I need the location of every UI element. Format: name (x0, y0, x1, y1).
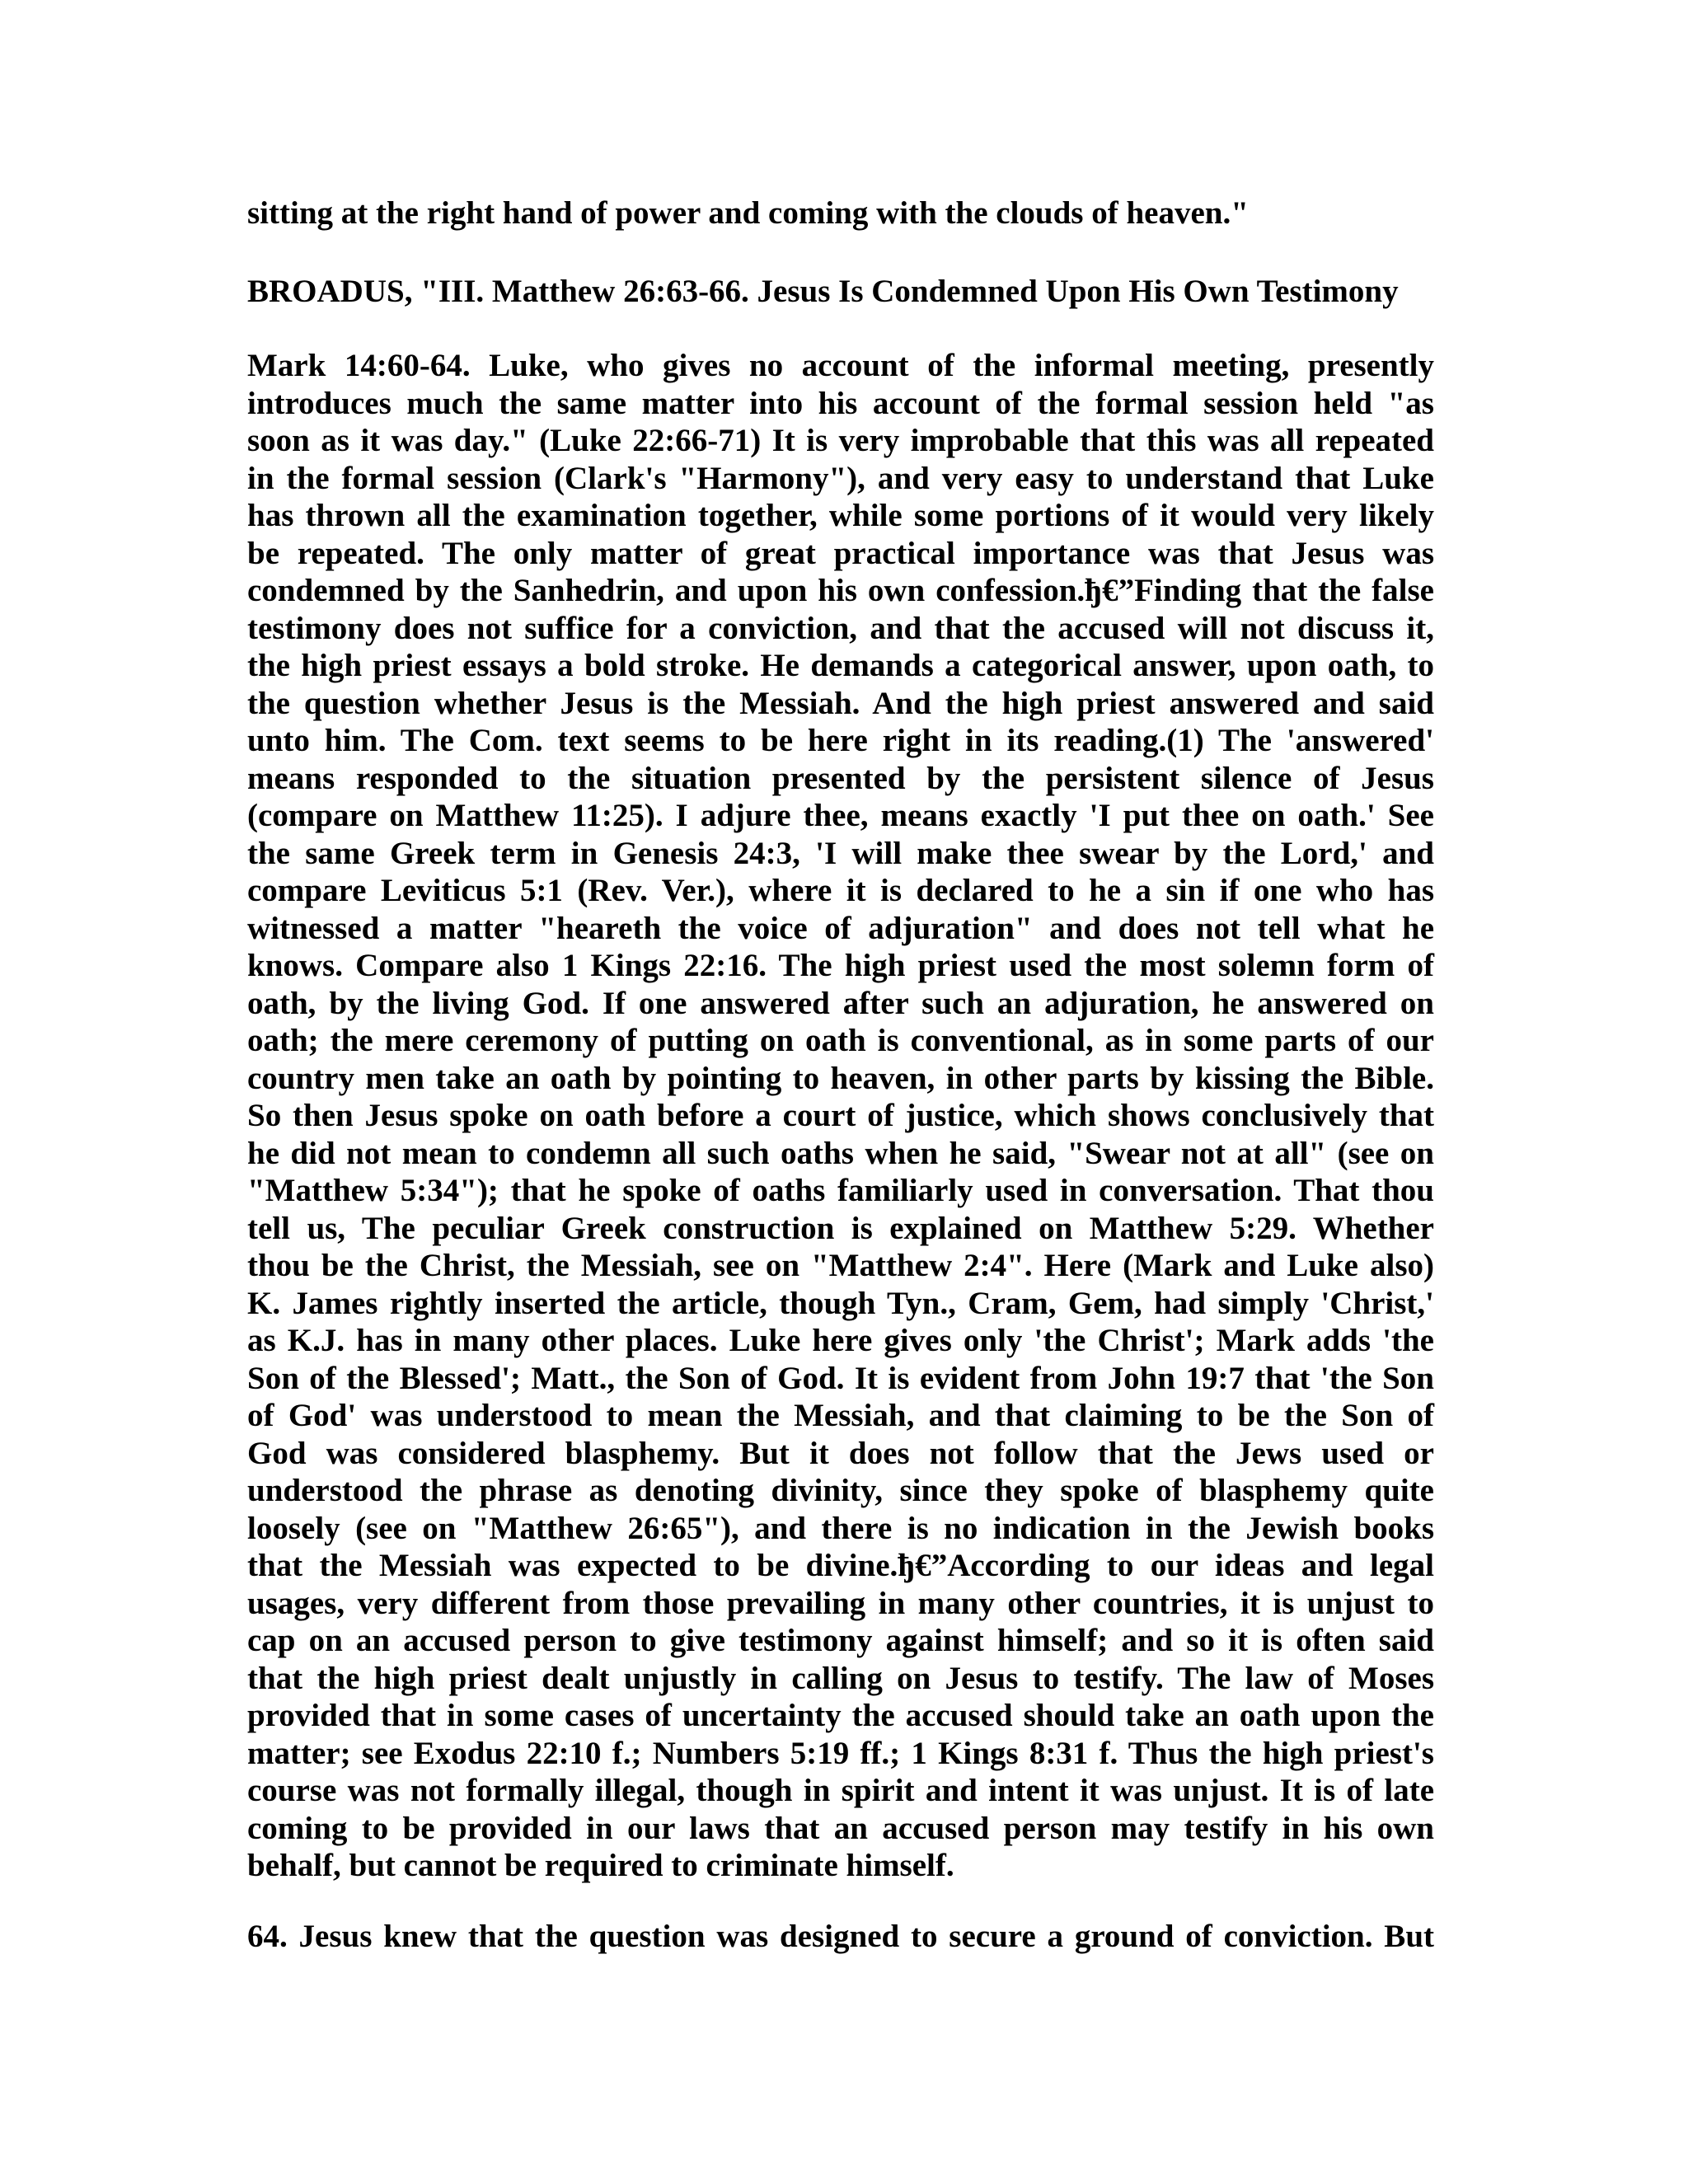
paragraph-intro (247, 194, 1434, 232)
text-line: K. James rightly inserted the article, though Tyn., Cram, Gem, had simply 'Christ,' (247, 1285, 1434, 1321)
text-line: God was considered blasphemy. But it does not follow that the Jews used or (247, 1435, 1434, 1471)
text-line: he did not mean to condemn all such oaths when he said, "Swear not at all" (see on (247, 1135, 1434, 1171)
text-line: provided that in some cases of uncertainty the accused should take an oath upon the (247, 1698, 1434, 1733)
text-line: condemned by the Sanhedrin, and upon his own confession.ђ€”Finding that the false (247, 573, 1434, 608)
text-line: So then Jesus spoke on oath before a court of justice, which shows conclusively that (247, 1098, 1434, 1133)
text-line: oath, by the living God. If one answered after such an adjuration, he answered on (247, 985, 1434, 1021)
text-line: has thrown all the examination together, while some portions of it would very likely (247, 498, 1434, 533)
paragraph-continuation (247, 1918, 1434, 1956)
text-line: testimony does not suffice for a conviction, and that the accused will not discuss it, (247, 610, 1434, 646)
text-line: cap on an accused person to give testimony against himself; and so it is often said (247, 1623, 1434, 1658)
paragraph-commentary (247, 347, 1434, 1885)
text-line: Mark 14:60-64. Luke, who gives no account of the informal meeting, presently (247, 348, 1434, 383)
text-line: (compare on Matthew 11:25). I adjure thee, means exactly 'I put thee on oath.' See (247, 798, 1434, 833)
text-line: soon as it was day." (Luke 22:66-71) It is very improbable that this was all repeated (247, 423, 1434, 458)
text-line: that the high priest dealt unjustly in calling on Jesus to testify. The law of Moses (247, 1660, 1434, 1696)
text-line: course was not formally illegal, though in spirit and intent it was unjust. It is of late (247, 1773, 1434, 1808)
text-line: BROADUS, "III. Matthew 26:63-66. Jesus Is Condemned Upon His Own Testimony (247, 274, 1399, 309)
text-line: understood the phrase as denoting divinity, since they spoke of blasphemy quite (247, 1473, 1434, 1508)
text-line: witnessed a matter "heareth the voice of adjuration" and does not tell what he (247, 910, 1434, 946)
text-line: behalf, but cannot be required to criminate himself. (247, 1848, 954, 1883)
text-line: oath; the mere ceremony of putting on oath is conventional, as in some parts of our (247, 1023, 1434, 1058)
text-line: of God' was understood to mean the Messiah, and that claiming to be the Son of (247, 1398, 1434, 1433)
text-line: coming to be provided in our laws that an accused person may testify in his own (247, 1810, 1434, 1846)
text-line: "Matthew 5:34"); that he spoke of oaths familiarly used in conversation. That thou (247, 1173, 1434, 1208)
text-line: introduces much the same matter into his account of the formal session held "as (247, 385, 1434, 421)
text-line: loosely (see on "Matthew 26:65"), and there is no indication in the Jewish books (247, 1510, 1434, 1546)
text-line: country men take an oath by pointing to heaven, in other parts by kissing the Bible. (247, 1060, 1434, 1096)
text-line: Son of the Blessed'; Matt., the Son of God. It is evident from John 19:7 that 'the Son (247, 1360, 1434, 1396)
text-line: that the Messiah was expected to be divine.ђ€”According to our ideas and legal (247, 1548, 1434, 1583)
text-line: thou be the Christ, the Messiah, see on "Matthew 2:4". Here (Mark and Luke also) (247, 1248, 1434, 1283)
text-line: the question whether Jesus is the Messiah. And the high priest answered and said (247, 685, 1434, 721)
text-line: matter; see Exodus 22:10 f.; Numbers 5:19 ff.; 1 Kings 8:31 f. Thus the high priest's (247, 1735, 1434, 1771)
text-line: tell us, The peculiar Greek construction is explained on Matthew 5:29. Whether (247, 1210, 1434, 1246)
text-line: means responded to the situation presented by the persistent silence of Jesus (247, 760, 1434, 796)
text-line: unto him. The Com. text seems to be here right in its reading.(1) The 'answered' (247, 723, 1434, 758)
text-line: the same Greek term in Genesis 24:3, 'I will make thee swear by the Lord,' and (247, 835, 1434, 871)
text-line: 64. Jesus knew that the question was designed to secure a ground of conviction. But (247, 1919, 1434, 1954)
text-line: as K.J. has in many other places. Luke here gives only 'the Christ'; Mark adds 'the (247, 1323, 1434, 1358)
paragraph-heading (247, 273, 1434, 311)
text-line: sitting at the right hand of power and coming with the clouds of heaven." (247, 195, 1249, 231)
text-line: knows. Compare also 1 Kings 22:16. The high priest used the most solemn form of (247, 948, 1434, 983)
text-line: the high priest essays a bold stroke. He demands a categorical answer, upon oath, to (247, 648, 1434, 683)
text-line: in the formal session (Clark's "Harmony"), and very easy to understand that Luke (247, 460, 1434, 496)
text-line: be repeated. The only matter of great practical importance was that Jesus was (247, 535, 1434, 571)
text-line: usages, very different from those prevailing in many other countries, it is unjust to (247, 1585, 1434, 1621)
text-line: compare Leviticus 5:1 (Rev. Ver.), where it is declared to he a sin if one who has (247, 873, 1434, 908)
